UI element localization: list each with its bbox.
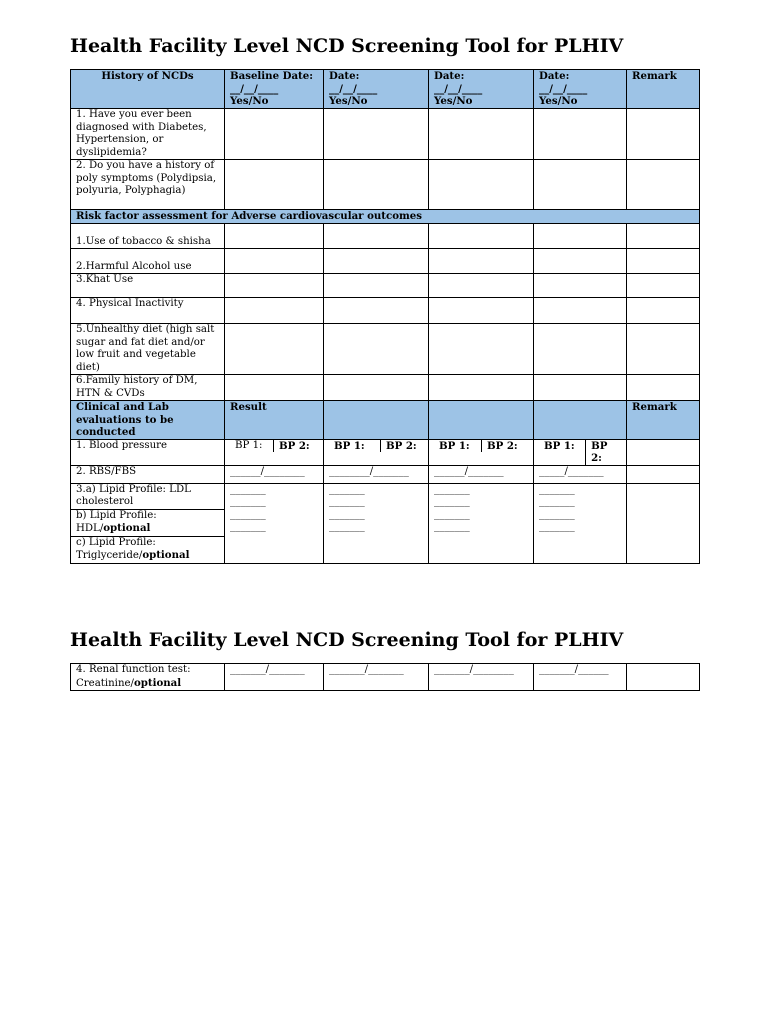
lipid-values[interactable]: _______ _______ _______ _______ — [534, 483, 627, 563]
lipid-hdl-label: b) Lipid Profile: HDL/optional — [71, 509, 225, 536]
answer-cell[interactable] — [534, 375, 627, 401]
answer-cell[interactable] — [534, 324, 627, 375]
date-header: Date: __/__/____ Yes/No — [429, 70, 534, 109]
risk-item: 1.Use of tobacco & shisha — [71, 224, 225, 249]
answer-cell[interactable] — [225, 375, 324, 401]
rbs-value[interactable]: _____/_______ — [534, 465, 627, 483]
remark-cell[interactable] — [627, 160, 700, 210]
answer-cell[interactable] — [429, 249, 534, 274]
lipid-values[interactable]: _______ _______ _______ _______ — [324, 483, 429, 563]
bp-label: 1. Blood pressure — [71, 439, 225, 465]
answer-cell[interactable] — [429, 324, 534, 375]
remark-cell[interactable] — [627, 664, 700, 691]
page-title: Health Facility Level NCD Screening Tool for PLHIV — [70, 35, 624, 57]
answer-cell[interactable] — [225, 298, 324, 324]
page-title: Health Facility Level NCD Screening Tool for PLHIV — [70, 629, 624, 651]
table-row — [71, 375, 700, 401]
answer-cell[interactable] — [324, 249, 429, 274]
table-row — [71, 324, 700, 375]
answer-cell[interactable] — [225, 274, 324, 298]
remark-cell[interactable] — [627, 109, 700, 160]
bp-cell[interactable]: BP 1: BP 2: — [324, 439, 429, 465]
lipid-values[interactable]: _______ _______ _______ _______ — [225, 483, 324, 563]
answer-cell[interactable] — [534, 274, 627, 298]
answer-cell[interactable] — [534, 109, 627, 160]
answer-cell[interactable] — [534, 160, 627, 210]
clinical-header-row — [71, 401, 700, 440]
renal-value[interactable]: _______/________ — [429, 664, 534, 691]
answer-cell[interactable] — [324, 160, 429, 210]
bp-row — [71, 439, 700, 465]
risk-item: 3.Khat Use — [71, 274, 225, 298]
date-header: Date: __/__/____ Yes/No — [324, 70, 429, 109]
risk-section-heading: Risk factor assessment for Adverse cardiovascular outcomes — [71, 210, 700, 224]
table-row — [71, 249, 700, 274]
answer-cell[interactable] — [225, 249, 324, 274]
answer-cell[interactable] — [225, 160, 324, 210]
answer-cell[interactable] — [225, 324, 324, 375]
remark-cell[interactable] — [627, 375, 700, 401]
history-question: 1. Have you ever been diagnosed with Diabetes, Hypertension, or dyslipidemia? — [71, 109, 225, 160]
renal-value[interactable]: _______/_______ — [225, 664, 324, 691]
renal-label: 4. Renal function test: Creatinine/optional — [71, 664, 225, 691]
history-header: History of NCDs — [71, 70, 225, 109]
history-question: 2. Do you have a history of poly symptoms (Polydipsia, polyuria, Polyphagia) — [71, 160, 225, 210]
answer-cell[interactable] — [429, 274, 534, 298]
baseline-date-header: Baseline Date: __/__/____ Yes/No — [225, 70, 324, 109]
lipid-ldl-label: 3.a) Lipid Profile: LDL cholesterol — [71, 483, 225, 509]
remark-cell[interactable] — [627, 274, 700, 298]
renal-value[interactable]: _______/______ — [534, 664, 627, 691]
risk-item: 5.Unhealthy diet (high salt sugar and fat diet and/or low fruit and vegetable diet) — [71, 324, 225, 375]
answer-cell[interactable] — [324, 274, 429, 298]
answer-cell[interactable] — [534, 249, 627, 274]
answer-cell[interactable] — [324, 224, 429, 249]
rbs-value[interactable]: ______/________ — [225, 465, 324, 483]
section-row — [71, 210, 700, 224]
clinical-heading: Clinical and Lab evaluations to be conducted — [71, 401, 225, 440]
answer-cell[interactable] — [429, 298, 534, 324]
answer-cell[interactable] — [225, 109, 324, 160]
renal-table — [70, 663, 700, 691]
rbs-value[interactable]: ________/_______ — [324, 465, 429, 483]
screening-table — [70, 69, 700, 564]
rbs-row — [71, 465, 700, 483]
remark-header: Remark — [627, 70, 700, 109]
answer-cell[interactable] — [225, 224, 324, 249]
remark-cell[interactable] — [627, 249, 700, 274]
lipid-values[interactable]: _______ _______ _______ _______ — [429, 483, 534, 563]
bp-cell[interactable]: BP 1: BP 2: — [534, 439, 627, 465]
remark-cell[interactable] — [627, 224, 700, 249]
rbs-label: 2. RBS/FBS — [71, 465, 225, 483]
answer-cell[interactable] — [324, 375, 429, 401]
answer-cell[interactable] — [324, 298, 429, 324]
lipid-row — [71, 483, 700, 509]
remark-header: Remark — [627, 401, 700, 440]
answer-cell[interactable] — [534, 224, 627, 249]
remark-cell[interactable] — [627, 483, 700, 563]
rbs-value[interactable]: ______/_______ — [429, 465, 534, 483]
remark-cell[interactable] — [627, 324, 700, 375]
answer-cell[interactable] — [324, 109, 429, 160]
table-row — [71, 160, 700, 210]
risk-item: 2.Harmful Alcohol use — [71, 249, 225, 274]
renal-row — [71, 664, 700, 691]
risk-item: 6.Family history of DM, HTN & CVDs — [71, 375, 225, 401]
table-header-row — [71, 70, 700, 109]
bp-cell[interactable]: BP 1: BP 2: — [429, 439, 534, 465]
table-row — [71, 109, 700, 160]
answer-cell[interactable] — [429, 160, 534, 210]
renal-value[interactable]: _______/_______ — [324, 664, 429, 691]
table-row — [71, 274, 700, 298]
bp-cell[interactable]: BP 1: BP 2: — [225, 439, 324, 465]
table-row — [71, 224, 700, 249]
answer-cell[interactable] — [324, 324, 429, 375]
answer-cell[interactable] — [534, 298, 627, 324]
remark-cell[interactable] — [627, 465, 700, 483]
answer-cell[interactable] — [429, 224, 534, 249]
answer-cell[interactable] — [429, 375, 534, 401]
table-row — [71, 298, 700, 324]
remark-cell[interactable] — [627, 298, 700, 324]
remark-cell[interactable] — [627, 439, 700, 465]
lipid-trig-label: c) Lipid Profile: Triglyceride/optional — [71, 536, 225, 563]
answer-cell[interactable] — [429, 109, 534, 160]
risk-item: 4. Physical Inactivity — [71, 298, 225, 324]
date-header: Date: __/__/____ Yes/No — [534, 70, 627, 109]
result-header: Result — [225, 401, 324, 440]
